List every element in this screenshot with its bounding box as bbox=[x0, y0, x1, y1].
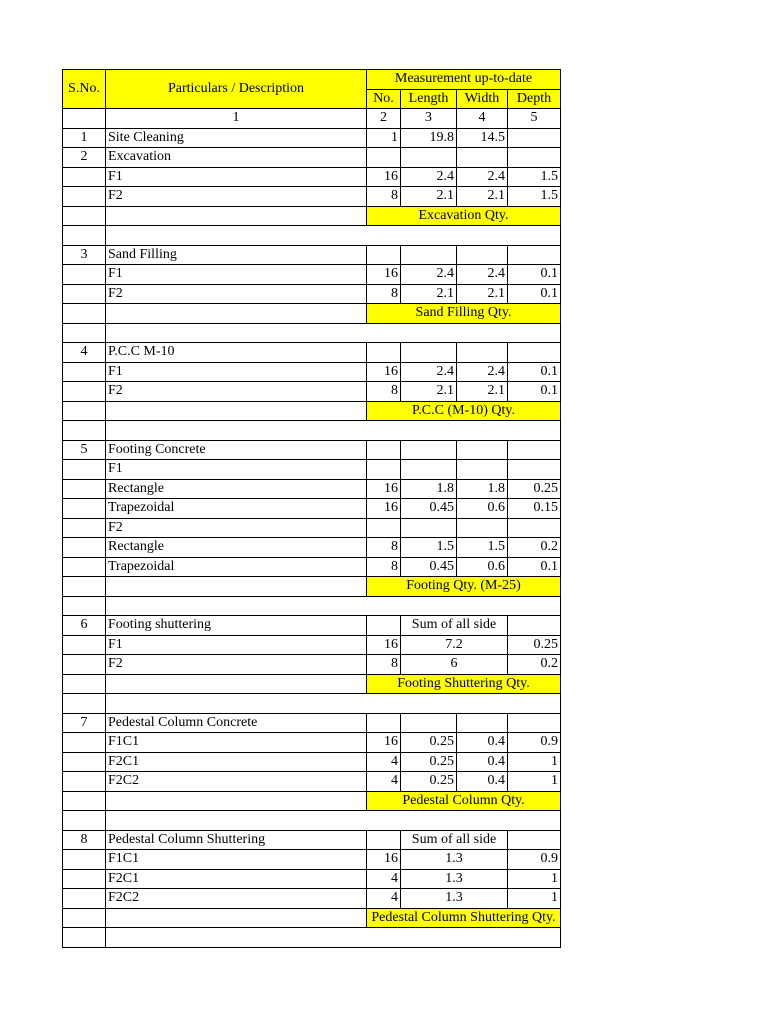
depth-value: 0.1 bbox=[508, 382, 561, 402]
sub-item-label: Trapezoidal bbox=[106, 557, 367, 577]
serial-number-blank bbox=[63, 655, 106, 675]
section-title-row bbox=[63, 148, 561, 168]
value-cell bbox=[457, 245, 508, 265]
length-header: Length bbox=[401, 89, 457, 109]
index-cell-5: 5 bbox=[508, 109, 561, 129]
value-cell bbox=[508, 440, 561, 460]
value-cell bbox=[457, 713, 508, 733]
sub-item-label: F1C1 bbox=[106, 733, 367, 753]
value-cell bbox=[508, 343, 561, 363]
serial-number-blank bbox=[63, 889, 106, 909]
sub-item-row bbox=[63, 655, 561, 675]
index-cell-1: 1 bbox=[106, 109, 367, 129]
spacer-row bbox=[63, 596, 561, 616]
depth-value bbox=[508, 518, 561, 538]
quantity-label: Sand Filling Qty. bbox=[367, 304, 561, 324]
no-value: 4 bbox=[367, 869, 401, 889]
depth-value: 0.2 bbox=[508, 655, 561, 675]
width-header: Width bbox=[457, 89, 508, 109]
value-cell bbox=[457, 343, 508, 363]
description-blank bbox=[106, 401, 367, 421]
quantity-summary-row bbox=[63, 304, 561, 324]
no-value: 8 bbox=[367, 557, 401, 577]
item-description: Excavation bbox=[106, 148, 367, 168]
no-value: 8 bbox=[367, 538, 401, 558]
sub-item-label: Rectangle bbox=[106, 479, 367, 499]
no-value: 8 bbox=[367, 382, 401, 402]
index-cell-blank bbox=[63, 109, 106, 129]
depth-value: 1 bbox=[508, 889, 561, 909]
length-value: 2.1 bbox=[401, 284, 457, 304]
length-value: 2.4 bbox=[401, 265, 457, 285]
depth-header: Depth bbox=[508, 89, 561, 109]
sheet-body bbox=[63, 70, 561, 948]
depth-cell bbox=[508, 616, 561, 636]
serial-number-blank bbox=[63, 167, 106, 187]
sum-value: 1.3 bbox=[401, 850, 508, 870]
sum-value: 6 bbox=[401, 655, 508, 675]
depth-value bbox=[508, 460, 561, 480]
sub-item-label: F2C1 bbox=[106, 752, 367, 772]
no-cell bbox=[367, 616, 401, 636]
depth-value: 1.5 bbox=[508, 167, 561, 187]
no-value: 16 bbox=[367, 635, 401, 655]
depth-value: 0.15 bbox=[508, 499, 561, 519]
sub-item-row bbox=[63, 635, 561, 655]
no-value: 16 bbox=[367, 499, 401, 519]
sum-of-all-side-header: Sum of all side bbox=[401, 616, 508, 636]
no-cell bbox=[367, 830, 401, 850]
value-cell bbox=[457, 440, 508, 460]
sub-item-label: Trapezoidal bbox=[106, 499, 367, 519]
description-blank bbox=[106, 674, 367, 694]
sub-item-label: F1 bbox=[106, 265, 367, 285]
sub-item-row bbox=[63, 167, 561, 187]
sub-item-label: F1 bbox=[106, 362, 367, 382]
measurement-group-header: Measurement up-to-date bbox=[367, 70, 561, 90]
sub-item-row bbox=[63, 284, 561, 304]
spacer-cell bbox=[106, 596, 561, 616]
section-title-row bbox=[63, 616, 561, 636]
no-value bbox=[367, 518, 401, 538]
sub-item-row bbox=[63, 869, 561, 889]
width-value: 1.8 bbox=[457, 479, 508, 499]
no-value: 8 bbox=[367, 187, 401, 207]
serial-number-blank bbox=[63, 479, 106, 499]
no-value: 16 bbox=[367, 265, 401, 285]
depth-value: 0.1 bbox=[508, 557, 561, 577]
section-title-row bbox=[63, 343, 561, 363]
spacer-cell bbox=[63, 323, 106, 343]
depth-value: 1 bbox=[508, 869, 561, 889]
sub-item-row bbox=[63, 265, 561, 285]
serial-number: 2 bbox=[63, 148, 106, 168]
spacer-row bbox=[63, 811, 561, 831]
item-description: P.C.C M-10 bbox=[106, 343, 367, 363]
serial-number-blank bbox=[63, 401, 106, 421]
width-value bbox=[457, 518, 508, 538]
description-blank bbox=[106, 304, 367, 324]
spacer-row bbox=[63, 421, 561, 441]
serial-number: 6 bbox=[63, 616, 106, 636]
sub-item-label: F2 bbox=[106, 187, 367, 207]
sub-item-label: F2C1 bbox=[106, 869, 367, 889]
quantity-summary-row bbox=[63, 791, 561, 811]
sub-item-row bbox=[63, 752, 561, 772]
item-description: Footing shuttering bbox=[106, 616, 367, 636]
value-cell bbox=[508, 245, 561, 265]
description-header: Particulars / Description bbox=[106, 70, 367, 109]
serial-number-blank bbox=[63, 752, 106, 772]
sub-item-label: F1 bbox=[106, 635, 367, 655]
item-description: Footing Concrete bbox=[106, 440, 367, 460]
no-value: 16 bbox=[367, 479, 401, 499]
spacer-row bbox=[63, 323, 561, 343]
no-header: No. bbox=[367, 89, 401, 109]
sub-item-label: F2 bbox=[106, 382, 367, 402]
quantity-summary-row bbox=[63, 401, 561, 421]
sum-value: 1.3 bbox=[401, 889, 508, 909]
value-cell bbox=[367, 440, 401, 460]
header-row-1 bbox=[63, 70, 561, 90]
index-cell-4: 4 bbox=[457, 109, 508, 129]
serial-number-blank bbox=[63, 791, 106, 811]
section-title-row bbox=[63, 440, 561, 460]
no-value bbox=[367, 460, 401, 480]
section-title-row bbox=[63, 713, 561, 733]
sub-item-label: F2C2 bbox=[106, 889, 367, 909]
depth-value: 0.2 bbox=[508, 538, 561, 558]
value-cell: 14.5 bbox=[457, 128, 508, 148]
depth-value: 1 bbox=[508, 752, 561, 772]
width-value: 2.4 bbox=[457, 362, 508, 382]
serial-number-blank bbox=[63, 518, 106, 538]
spacer-cell bbox=[106, 323, 561, 343]
sub-item-label: F2 bbox=[106, 284, 367, 304]
index-cell-3: 3 bbox=[401, 109, 457, 129]
sub-item-row bbox=[63, 538, 561, 558]
spacer-cell bbox=[106, 928, 561, 948]
value-cell: 1 bbox=[367, 128, 401, 148]
no-value: 16 bbox=[367, 733, 401, 753]
value-cell bbox=[508, 128, 561, 148]
spacer-row bbox=[63, 928, 561, 948]
value-cell bbox=[508, 148, 561, 168]
sub-item-label: F1 bbox=[106, 167, 367, 187]
length-value: 2.4 bbox=[401, 362, 457, 382]
length-value: 0.25 bbox=[401, 752, 457, 772]
sub-item-row bbox=[63, 479, 561, 499]
quantity-label: Excavation Qty. bbox=[367, 206, 561, 226]
index-cell-2: 2 bbox=[367, 109, 401, 129]
item-description: Sand Filling bbox=[106, 245, 367, 265]
depth-value: 0.9 bbox=[508, 733, 561, 753]
depth-value: 0.9 bbox=[508, 850, 561, 870]
value-cell bbox=[401, 245, 457, 265]
value-cell bbox=[508, 713, 561, 733]
serial-number-blank bbox=[63, 557, 106, 577]
spacer-cell bbox=[63, 694, 106, 714]
serial-number-blank bbox=[63, 304, 106, 324]
spacer-cell bbox=[106, 811, 561, 831]
spacer-cell bbox=[106, 226, 561, 246]
length-value: 2.1 bbox=[401, 187, 457, 207]
spacer-cell bbox=[63, 596, 106, 616]
quantity-summary-row bbox=[63, 674, 561, 694]
quantity-summary-row bbox=[63, 908, 561, 928]
column-index-row bbox=[63, 109, 561, 129]
quantity-label: Pedestal Column Qty. bbox=[367, 791, 561, 811]
length-value bbox=[401, 518, 457, 538]
depth-value: 0.1 bbox=[508, 265, 561, 285]
serial-number-blank bbox=[63, 635, 106, 655]
sub-item-row bbox=[63, 187, 561, 207]
no-value: 8 bbox=[367, 284, 401, 304]
serial-number: 7 bbox=[63, 713, 106, 733]
value-cell bbox=[401, 713, 457, 733]
spacer-cell bbox=[63, 811, 106, 831]
sub-item-row bbox=[63, 499, 561, 519]
serial-number: 1 bbox=[63, 128, 106, 148]
description-blank bbox=[106, 206, 367, 226]
serial-number: 5 bbox=[63, 440, 106, 460]
serial-number-blank bbox=[63, 538, 106, 558]
depth-value: 1.5 bbox=[508, 187, 561, 207]
sub-item-row bbox=[63, 362, 561, 382]
length-value: 2.1 bbox=[401, 382, 457, 402]
sub-item-label: F2 bbox=[106, 518, 367, 538]
no-value: 4 bbox=[367, 889, 401, 909]
spacer-cell bbox=[63, 226, 106, 246]
depth-value: 0.1 bbox=[508, 362, 561, 382]
width-value: 0.6 bbox=[457, 557, 508, 577]
spacer-cell bbox=[106, 421, 561, 441]
no-value: 4 bbox=[367, 752, 401, 772]
sub-item-row bbox=[63, 772, 561, 792]
sub-item-label: F1C1 bbox=[106, 850, 367, 870]
sum-of-all-side-header: Sum of all side bbox=[401, 830, 508, 850]
value-cell bbox=[367, 148, 401, 168]
sub-item-label: F2C2 bbox=[106, 772, 367, 792]
sum-value: 7.2 bbox=[401, 635, 508, 655]
width-value bbox=[457, 460, 508, 480]
width-value: 2.1 bbox=[457, 187, 508, 207]
sub-item-row bbox=[63, 889, 561, 909]
sno-header: S.No. bbox=[63, 70, 106, 109]
value-cell bbox=[401, 148, 457, 168]
length-value: 2.4 bbox=[401, 167, 457, 187]
value-cell bbox=[367, 713, 401, 733]
sub-item-row bbox=[63, 733, 561, 753]
spacer-row bbox=[63, 226, 561, 246]
serial-number-blank bbox=[63, 772, 106, 792]
value-cell bbox=[401, 440, 457, 460]
depth-value: 0.25 bbox=[508, 635, 561, 655]
section-title-row bbox=[63, 245, 561, 265]
serial-number-blank bbox=[63, 908, 106, 928]
value-cell bbox=[367, 245, 401, 265]
serial-number-blank bbox=[63, 577, 106, 597]
serial-number-blank bbox=[63, 850, 106, 870]
spacer-cell bbox=[63, 421, 106, 441]
length-value: 1.8 bbox=[401, 479, 457, 499]
width-value: 0.4 bbox=[457, 772, 508, 792]
serial-number-blank bbox=[63, 362, 106, 382]
serial-number-blank bbox=[63, 382, 106, 402]
sub-item-label: Rectangle bbox=[106, 538, 367, 558]
serial-number-blank bbox=[63, 206, 106, 226]
serial-number-blank bbox=[63, 460, 106, 480]
sub-item-label: F2 bbox=[106, 655, 367, 675]
no-value: 16 bbox=[367, 850, 401, 870]
serial-number: 3 bbox=[63, 245, 106, 265]
sub-item-row bbox=[63, 518, 561, 538]
width-value: 0.4 bbox=[457, 752, 508, 772]
depth-value: 0.25 bbox=[508, 479, 561, 499]
depth-value: 0.1 bbox=[508, 284, 561, 304]
width-value: 1.5 bbox=[457, 538, 508, 558]
width-value: 2.4 bbox=[457, 167, 508, 187]
serial-number-blank bbox=[63, 733, 106, 753]
serial-number-blank bbox=[63, 187, 106, 207]
depth-value: 1 bbox=[508, 772, 561, 792]
no-value: 4 bbox=[367, 772, 401, 792]
sub-item-row bbox=[63, 460, 561, 480]
width-value: 2.1 bbox=[457, 382, 508, 402]
serial-number-blank bbox=[63, 869, 106, 889]
item-description: Pedestal Column Shuttering bbox=[106, 830, 367, 850]
quantity-label: P.C.C (M-10) Qty. bbox=[367, 401, 561, 421]
serial-number: 8 bbox=[63, 830, 106, 850]
serial-number-blank bbox=[63, 499, 106, 519]
serial-number-blank bbox=[63, 284, 106, 304]
measurement-sheet bbox=[62, 69, 561, 948]
width-value: 2.4 bbox=[457, 265, 508, 285]
quantity-label: Footing Shuttering Qty. bbox=[367, 674, 561, 694]
serial-number-blank bbox=[63, 265, 106, 285]
sub-item-row bbox=[63, 557, 561, 577]
sum-value: 1.3 bbox=[401, 869, 508, 889]
value-cell bbox=[401, 343, 457, 363]
quantity-summary-row bbox=[63, 206, 561, 226]
width-value: 0.4 bbox=[457, 733, 508, 753]
section-title-row bbox=[63, 128, 561, 148]
section-title-row bbox=[63, 830, 561, 850]
value-cell: 19.8 bbox=[401, 128, 457, 148]
length-value: 0.45 bbox=[401, 499, 457, 519]
quantity-summary-row bbox=[63, 577, 561, 597]
length-value: 0.25 bbox=[401, 733, 457, 753]
sub-item-row bbox=[63, 850, 561, 870]
length-value: 1.5 bbox=[401, 538, 457, 558]
sub-item-row bbox=[63, 382, 561, 402]
sub-item-label: F1 bbox=[106, 460, 367, 480]
description-blank bbox=[106, 791, 367, 811]
value-cell bbox=[457, 148, 508, 168]
no-value: 8 bbox=[367, 655, 401, 675]
item-description: Pedestal Column Concrete bbox=[106, 713, 367, 733]
length-value: 0.25 bbox=[401, 772, 457, 792]
description-blank bbox=[106, 908, 367, 928]
width-value: 0.6 bbox=[457, 499, 508, 519]
spacer-cell bbox=[106, 694, 561, 714]
value-cell bbox=[367, 343, 401, 363]
quantity-label: Footing Qty. (M-25) bbox=[367, 577, 561, 597]
no-value: 16 bbox=[367, 362, 401, 382]
depth-cell bbox=[508, 830, 561, 850]
length-value: 0.45 bbox=[401, 557, 457, 577]
spacer-row bbox=[63, 694, 561, 714]
spacer-cell bbox=[63, 928, 106, 948]
no-value: 16 bbox=[367, 167, 401, 187]
width-value: 2.1 bbox=[457, 284, 508, 304]
serial-number-blank bbox=[63, 674, 106, 694]
item-description: Site Cleaning bbox=[106, 128, 367, 148]
description-blank bbox=[106, 577, 367, 597]
serial-number: 4 bbox=[63, 343, 106, 363]
quantity-label: Pedestal Column Shuttering Qty. bbox=[367, 908, 561, 928]
length-value bbox=[401, 460, 457, 480]
